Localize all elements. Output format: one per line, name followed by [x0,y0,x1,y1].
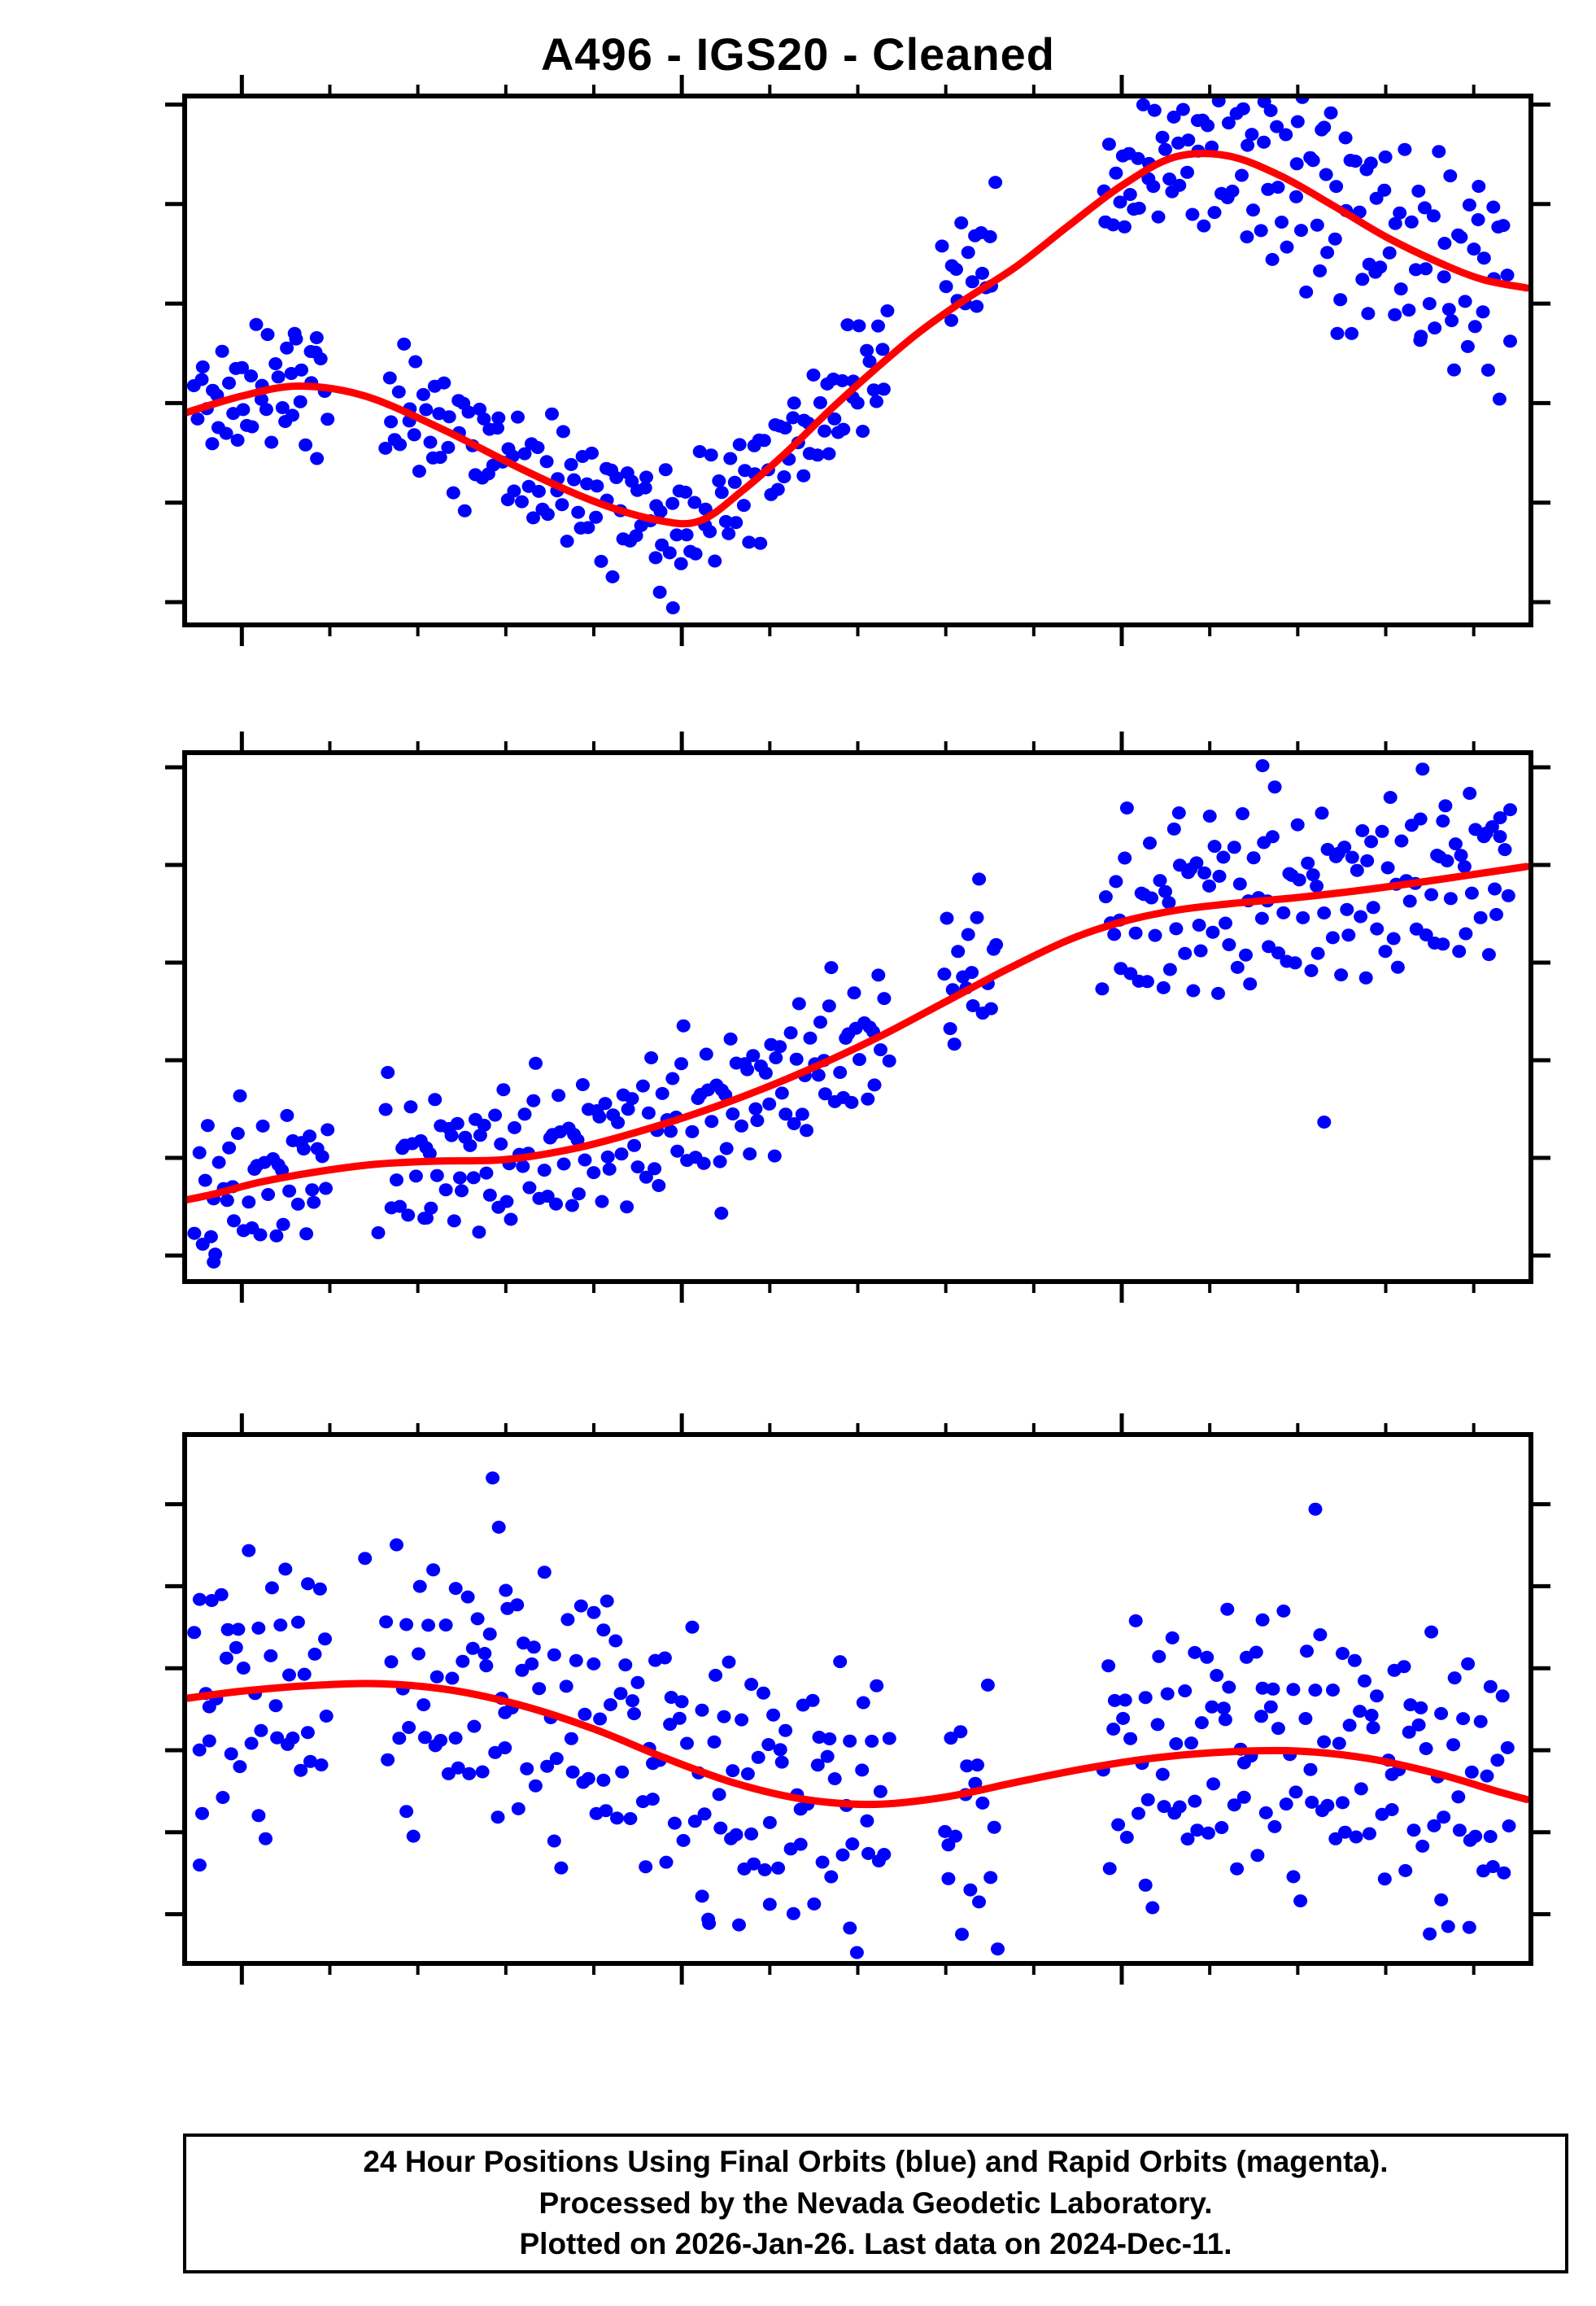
footer-line-plotted: Plotted on 2026-Jan-26. Last data on 2024-Dec-11. [519,2227,1232,2261]
subplot-up [165,1413,1550,1985]
plot-frame [185,753,1531,1282]
page-title: A496 - IGS20 - Cleaned [540,28,1055,80]
footer-box [183,2133,1568,2273]
footer-line-orbits: 24 Hour Positions Using Final Orbits (blue) and Rapid Orbits (magenta). [363,2145,1389,2179]
axis-ticks [165,732,1550,1303]
final-orbit-points [187,1471,1515,1959]
subplot-east [165,63,1550,646]
final-orbit-points [187,63,1517,614]
footer-line-processed: Processed by the Nevada Geodetic Laboratory. [539,2186,1213,2220]
subplot-north [165,732,1550,1303]
model-fit-curve [185,154,1527,524]
final-orbit-points [187,759,1517,1269]
axis-ticks [165,75,1550,646]
